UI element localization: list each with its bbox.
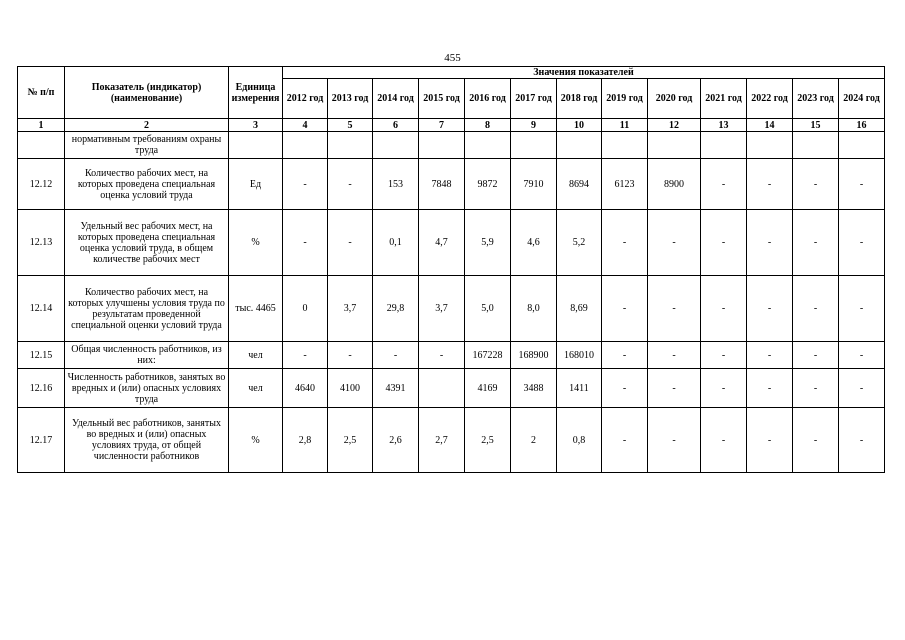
column-number: 4 xyxy=(283,119,328,132)
header-year-6: 2017 год xyxy=(511,79,557,119)
indicator-value: 5,0 xyxy=(465,276,511,342)
column-number: 1 xyxy=(18,119,65,132)
indicator-value: - xyxy=(793,159,839,210)
indicator-value: - xyxy=(648,276,701,342)
indicator-value: 8694 xyxy=(557,159,602,210)
table-row xyxy=(18,132,885,159)
indicator-value: 0,1 xyxy=(373,210,419,276)
indicator-value: - xyxy=(747,342,793,369)
indicator-value: 3,7 xyxy=(328,276,373,342)
indicator-value: - xyxy=(701,369,747,408)
header-year-5: 2016 год xyxy=(465,79,511,119)
header-year-10: 2021 год xyxy=(701,79,747,119)
indicator-value: 4169 xyxy=(465,369,511,408)
indicator-value: 8,69 xyxy=(557,276,602,342)
indicator-name: Количество рабочих мест, на которых улучшены условия труда по результатам проведенной специальной оценки условий труда xyxy=(65,276,229,342)
column-number: 2 xyxy=(65,119,229,132)
header-year-1: 2012 год xyxy=(283,79,328,119)
indicator-value: - xyxy=(602,276,648,342)
table-row xyxy=(18,276,885,342)
indicator-value xyxy=(465,132,511,159)
row-number: 12.13 xyxy=(18,210,65,276)
row-number: 12.14 xyxy=(18,276,65,342)
row-number: 12.16 xyxy=(18,369,65,408)
indicator-value: - xyxy=(648,342,701,369)
indicator-value: - xyxy=(701,210,747,276)
indicator-value xyxy=(557,132,602,159)
indicator-value: - xyxy=(328,159,373,210)
column-number: 3 xyxy=(229,119,283,132)
indicator-value: 3,7 xyxy=(419,276,465,342)
indicator-value: 168900 xyxy=(511,342,557,369)
indicator-value: - xyxy=(283,342,328,369)
indicator-unit: % xyxy=(229,408,283,473)
indicator-value: 8,0 xyxy=(511,276,557,342)
header-year-13: 2024 год xyxy=(839,79,885,119)
indicator-value: - xyxy=(701,159,747,210)
header-year-2: 2013 год xyxy=(328,79,373,119)
indicator-value: - xyxy=(839,408,885,473)
table-row xyxy=(18,159,885,210)
indicator-value: - xyxy=(747,210,793,276)
indicator-value: - xyxy=(602,369,648,408)
indicator-value: 2,5 xyxy=(465,408,511,473)
header-values-group: Значения показателей xyxy=(283,67,885,79)
indicator-value xyxy=(419,132,465,159)
indicator-value xyxy=(839,132,885,159)
indicator-value: 0,8 xyxy=(557,408,602,473)
indicator-value: - xyxy=(747,276,793,342)
indicator-value: 5,9 xyxy=(465,210,511,276)
indicator-value xyxy=(283,132,328,159)
indicator-value: 8900 xyxy=(648,159,701,210)
table-row xyxy=(18,408,885,473)
indicator-value: - xyxy=(283,210,328,276)
column-number: 6 xyxy=(373,119,419,132)
indicator-value: 153 xyxy=(373,159,419,210)
indicator-value: 4,6 xyxy=(511,210,557,276)
indicator-value: - xyxy=(602,210,648,276)
table-row xyxy=(18,210,885,276)
column-number-row xyxy=(18,119,885,132)
indicator-value: - xyxy=(747,159,793,210)
indicator-name: Численность работников, занятых во вредных и (или) опасных условиях труда xyxy=(65,369,229,408)
indicator-name: нормативным требованиям охраны труда xyxy=(65,132,229,159)
indicator-value: - xyxy=(839,276,885,342)
indicator-value: - xyxy=(793,210,839,276)
indicator-value: - xyxy=(602,408,648,473)
indicator-value: - xyxy=(283,159,328,210)
indicator-value: - xyxy=(793,276,839,342)
indicator-value: 4640 xyxy=(283,369,328,408)
indicator-value xyxy=(511,132,557,159)
column-number: 15 xyxy=(793,119,839,132)
indicator-unit xyxy=(229,132,283,159)
indicator-value xyxy=(648,132,701,159)
indicator-name: Удельный вес работников, занятых во вредных и (или) опасных условиях труда, от общей численности работников xyxy=(65,408,229,473)
indicator-value: - xyxy=(839,159,885,210)
indicator-value: - xyxy=(328,210,373,276)
indicator-value: 0 xyxy=(283,276,328,342)
indicator-value: 9872 xyxy=(465,159,511,210)
indicator-value: - xyxy=(373,342,419,369)
indicator-value: - xyxy=(648,369,701,408)
row-number xyxy=(18,132,65,159)
indicator-value: 4391 xyxy=(373,369,419,408)
indicator-value: - xyxy=(839,210,885,276)
header-year-9: 2020 год xyxy=(648,79,701,119)
indicator-unit: тыс. 4465 xyxy=(229,276,283,342)
column-number: 13 xyxy=(701,119,747,132)
row-number: 12.15 xyxy=(18,342,65,369)
header-year-8: 2019 год xyxy=(602,79,648,119)
column-number: 14 xyxy=(747,119,793,132)
column-number: 9 xyxy=(511,119,557,132)
column-number: 10 xyxy=(557,119,602,132)
indicator-value: 2,5 xyxy=(328,408,373,473)
indicator-unit: чел xyxy=(229,342,283,369)
indicator-value: - xyxy=(701,342,747,369)
indicator-value xyxy=(602,132,648,159)
indicator-value xyxy=(328,132,373,159)
indicator-value xyxy=(701,132,747,159)
indicator-value: - xyxy=(747,369,793,408)
column-number: 11 xyxy=(602,119,648,132)
page-number: 455 xyxy=(444,52,461,64)
row-number: 12.17 xyxy=(18,408,65,473)
column-number: 8 xyxy=(465,119,511,132)
indicator-value: 1411 xyxy=(557,369,602,408)
indicator-value: 6123 xyxy=(602,159,648,210)
indicator-value: 2,7 xyxy=(419,408,465,473)
indicator-value: 5,2 xyxy=(557,210,602,276)
header-year-7: 2018 год xyxy=(557,79,602,119)
indicator-value xyxy=(747,132,793,159)
indicator-value: - xyxy=(793,369,839,408)
indicator-value: 7910 xyxy=(511,159,557,210)
column-number: 5 xyxy=(328,119,373,132)
header-year-12: 2023 год xyxy=(793,79,839,119)
indicator-value: - xyxy=(419,342,465,369)
header-year-4: 2015 год xyxy=(419,79,465,119)
column-number: 7 xyxy=(419,119,465,132)
header-unit: Единица измерения xyxy=(229,67,283,119)
indicator-value: - xyxy=(701,408,747,473)
header-indicator: Показатель (индикатор) (наименование) xyxy=(65,67,229,119)
indicator-name: Количество рабочих мест, на которых проведена специальная оценка условий труда xyxy=(65,159,229,210)
indicator-unit: % xyxy=(229,210,283,276)
indicator-value: - xyxy=(793,342,839,369)
indicator-value: 4,7 xyxy=(419,210,465,276)
indicator-value xyxy=(373,132,419,159)
indicator-value: - xyxy=(648,408,701,473)
indicator-value: 167228 xyxy=(465,342,511,369)
indicator-value: 3488 xyxy=(511,369,557,408)
indicator-value: - xyxy=(839,369,885,408)
indicator-value: - xyxy=(839,342,885,369)
indicator-value: 168010 xyxy=(557,342,602,369)
indicator-value xyxy=(793,132,839,159)
column-number: 12 xyxy=(648,119,701,132)
indicator-value: - xyxy=(602,342,648,369)
indicator-value xyxy=(419,369,465,408)
header-year-11: 2022 год xyxy=(747,79,793,119)
indicator-value: - xyxy=(701,276,747,342)
indicator-name: Удельный вес рабочих мест, на которых проведена специальная оценка условий труда, в общем количестве рабочих мест xyxy=(65,210,229,276)
header-year-3: 2014 год xyxy=(373,79,419,119)
indicator-value: - xyxy=(328,342,373,369)
indicator-value: - xyxy=(793,408,839,473)
table-row xyxy=(18,369,885,408)
indicators-table xyxy=(17,66,885,473)
indicator-value: - xyxy=(747,408,793,473)
indicator-value: 7848 xyxy=(419,159,465,210)
table-row xyxy=(18,342,885,369)
indicator-value: 2 xyxy=(511,408,557,473)
indicator-value: 2,8 xyxy=(283,408,328,473)
row-number: 12.12 xyxy=(18,159,65,210)
column-number: 16 xyxy=(839,119,885,132)
indicator-value: 2,6 xyxy=(373,408,419,473)
indicator-value: - xyxy=(648,210,701,276)
indicator-value: 4100 xyxy=(328,369,373,408)
header-num: № п/п xyxy=(18,67,65,119)
indicator-unit: чел xyxy=(229,369,283,408)
indicator-value: 29,8 xyxy=(373,276,419,342)
indicator-name: Общая численность работников, из них: xyxy=(65,342,229,369)
indicator-unit: Ед xyxy=(229,159,283,210)
